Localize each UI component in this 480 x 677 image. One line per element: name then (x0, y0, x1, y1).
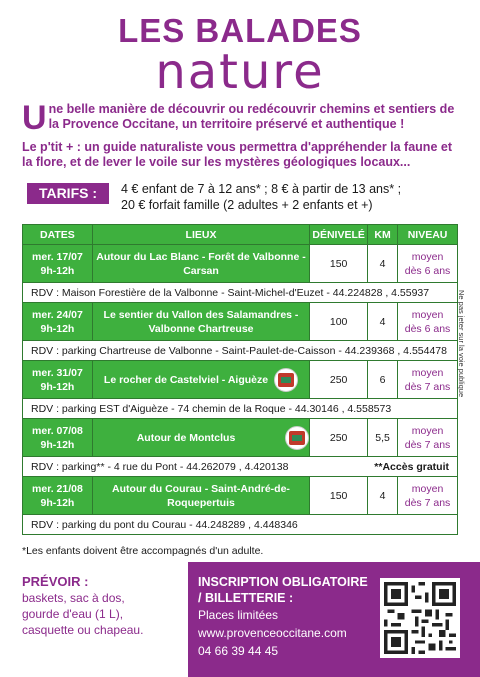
row-km: 4 (368, 303, 398, 341)
niveau-age: dès 7 ans (404, 438, 451, 451)
table-row (23, 245, 458, 283)
row-lieu (92, 477, 309, 515)
ptit-plus-paragraph: Le p'tit + : un guide naturaliste vous permettra d'appréhender la faune et la flore, et de lever le voile sur les mystères géologiques locaux... (22, 140, 452, 169)
row-niveau (398, 245, 458, 283)
prevoir-line: gourde d'eau (1 L), (22, 607, 124, 621)
niveau-level: moyen (411, 424, 444, 437)
schedule-table (22, 224, 458, 535)
date-day: mer. 07/08 (32, 424, 83, 437)
rdv-row (23, 283, 458, 303)
row-date (23, 245, 93, 283)
row-date (23, 303, 93, 341)
row-km: 5,5 (368, 419, 398, 457)
date-day: mer. 24/07 (32, 308, 83, 321)
rdv-text: RDV : parking EST d'Aiguèze - 74 chemin de la Roque - 44.30146 , 4.558573 (23, 399, 458, 419)
date-day: mer. 17/07 (32, 250, 83, 263)
inscription-panel (188, 562, 480, 677)
niveau-age: dès 6 ans (404, 322, 451, 335)
rdv-extra-note: **Accès gratuit (374, 460, 449, 473)
drop-cap: U (22, 99, 47, 137)
row-denivele: 250 (310, 361, 368, 399)
table-row (23, 419, 458, 457)
lieu-line-1: Autour de Montclus (136, 431, 236, 444)
header-denivele: DÉNIVELÉ (310, 225, 368, 245)
village-badge-icon (285, 426, 309, 450)
header-niveau: NIVEAU (398, 225, 458, 245)
row-date (23, 477, 93, 515)
date-day: mer. 21/08 (32, 482, 83, 495)
row-lieu (92, 361, 309, 399)
table-row (23, 477, 458, 515)
tarifs-line-2: 20 € forfait famille (2 adultes + 2 enfants et +) (121, 198, 373, 212)
tarifs-line-1: 4 € enfant de 7 à 12 ans* ; 8 € à partir de 13 ans* ; (121, 182, 402, 196)
footnote: *Les enfants doivent être accompagnés d'un adulte. (22, 545, 264, 557)
date-time: 9h-12h (40, 322, 75, 335)
row-niveau (398, 361, 458, 399)
row-lieu (92, 245, 309, 283)
row-denivele: 150 (310, 245, 368, 283)
table-header-row (23, 225, 458, 245)
rdv-row (23, 399, 458, 419)
phone-number[interactable]: 04 66 39 44 45 (198, 644, 279, 658)
row-km: 4 (368, 245, 398, 283)
lieu-line-1: Autour du Courau - Saint-André-de-Roquepertuis (112, 482, 290, 509)
qr-code-icon[interactable] (380, 578, 460, 658)
prevoir-line: baskets, sac à dos, (22, 591, 125, 605)
rdv-row (23, 515, 458, 535)
rdv-row (23, 341, 458, 361)
rdv-row (23, 457, 458, 477)
rdv-text: RDV : Maison Forestière de la Valbonne - Saint-Michel-d'Euzet - 44.224828 , 4.55937 (23, 283, 458, 303)
row-km: 6 (368, 361, 398, 399)
lieu-line-2: Valbonne Chartreuse (148, 322, 254, 335)
niveau-level: moyen (411, 482, 444, 495)
date-time: 9h-12h (40, 264, 75, 277)
lieu-line-1: Autour du Lac Blanc - Forêt de Valbonne - (96, 250, 306, 263)
niveau-age: dès 7 ans (404, 496, 451, 509)
title-line-2: nature (155, 44, 325, 100)
lieu-line-2: Carsan (183, 264, 219, 277)
rdv-cell (23, 457, 458, 477)
niveau-age: dès 6 ans (404, 264, 451, 277)
places-limitees: Places limitées (198, 608, 279, 622)
lieu-line-1: Le rocher de Castelviel - Aiguèze (103, 373, 269, 386)
row-denivele: 250 (310, 419, 368, 457)
date-time: 9h-12h (40, 438, 75, 451)
rdv-text: RDV : parking Chartreuse de Valbonne - Saint-Paulet-de-Caisson - 44.239368 , 4.554478 (23, 341, 458, 361)
village-badge-icon (274, 368, 298, 392)
date-day: mer. 31/07 (32, 366, 83, 379)
row-date (23, 419, 93, 457)
row-niveau (398, 303, 458, 341)
table-row (23, 303, 458, 341)
row-lieu (92, 303, 309, 341)
intro-text: ne belle manière de découvrir ou redécouvrir chemins et sentiers de la Provence Occitane, un territoire préservé et authentique ! (48, 102, 455, 131)
niveau-age: dès 7 ans (404, 380, 451, 393)
row-denivele: 100 (310, 303, 368, 341)
prevoir-block (22, 574, 182, 638)
prevoir-heading: PRÉVOIR : (22, 574, 89, 589)
inscription-heading: INSCRIPTION OBLIGATOIRE / BILLETTERIE : (198, 575, 368, 605)
prevoir-line: casquette ou chapeau. (22, 623, 144, 637)
row-niveau (398, 419, 458, 457)
rdv-text: RDV : parking du pont du Courau - 44.248289 , 4.448346 (23, 515, 458, 535)
niveau-level: moyen (411, 250, 444, 263)
tarifs-text (121, 181, 401, 213)
date-time: 9h-12h (40, 496, 75, 509)
row-denivele: 150 (310, 477, 368, 515)
tarifs-label: TARIFS : (27, 183, 109, 204)
table-row (23, 361, 458, 399)
row-km: 4 (368, 477, 398, 515)
lieu-line-1: Le sentier du Vallon des Salamandres - (103, 308, 299, 321)
niveau-level: moyen (411, 366, 444, 379)
row-lieu (92, 419, 309, 457)
header-lieux: LIEUX (92, 225, 309, 245)
side-note: Ne pas jeter sur la voie publique (457, 290, 466, 398)
niveau-level: moyen (411, 308, 444, 321)
title-line-1: LES BALADES (118, 12, 362, 49)
header-km: KM (368, 225, 398, 245)
website-link[interactable]: www.provenceoccitane.com (198, 626, 347, 640)
header-dates: DATES (23, 225, 93, 245)
row-niveau (398, 477, 458, 515)
row-date (23, 361, 93, 399)
rdv-text: RDV : parking** - 4 rue du Pont - 44.262079 , 4.420138 (31, 460, 289, 473)
intro-paragraph (22, 99, 462, 137)
date-time: 9h-12h (40, 380, 75, 393)
